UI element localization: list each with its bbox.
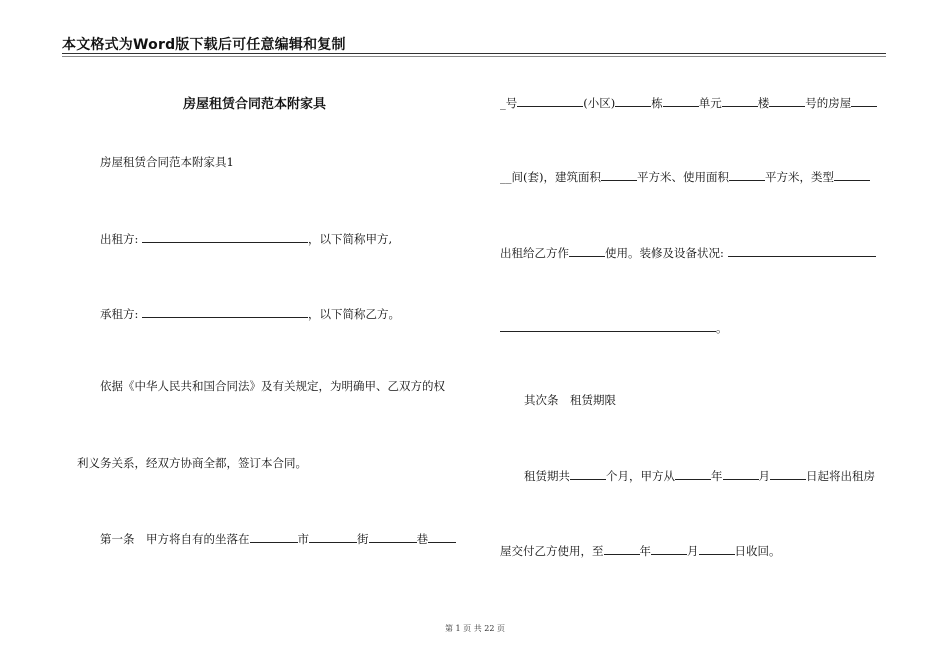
lane-tail-blank <box>428 531 456 543</box>
street-blank <box>309 531 357 543</box>
text-building: 栋 <box>651 96 663 110</box>
blank-start-day <box>770 468 806 480</box>
lessor-label: 出租方: <box>100 232 139 246</box>
lessor-blank <box>142 231 308 243</box>
article1-cont-line-4 <box>500 320 728 335</box>
lessee-suffix: ，以下简称乙方。 <box>308 307 401 321</box>
article1-city: 市 <box>297 532 309 546</box>
blank-building <box>663 95 699 107</box>
article1-street: 街 <box>357 532 369 546</box>
blank-usable-area <box>729 169 765 181</box>
header-rule <box>62 53 886 54</box>
article1-lane: 巷 <box>416 532 428 546</box>
text-end-month: 月 <box>687 544 699 558</box>
blank-unit <box>722 95 758 107</box>
blank-start-month <box>723 468 759 480</box>
text-floor: 楼 <box>757 96 770 110</box>
lessee-line <box>100 306 400 321</box>
text-day-start: 日起将出租房 <box>806 469 875 483</box>
city-blank <box>250 531 298 543</box>
lessor-suffix: ，以下简称甲方, <box>308 232 393 246</box>
text-end-day: 日收回。 <box>734 544 781 558</box>
document-subtitle: 房屋租赁合同范本附家具1 <box>100 155 234 169</box>
text-community: (小区) <box>583 96 616 110</box>
article1-line <box>100 531 456 546</box>
text-type: 平方米，类型 <box>764 170 834 184</box>
lessor-line <box>100 231 392 246</box>
blank-decoration <box>728 245 876 257</box>
text-lease-total: 租赁期共 <box>524 469 570 483</box>
document-title: 房屋租赁合同范本附家具 <box>183 97 327 112</box>
text-deliver-until: 屋交付乙方使用，至 <box>500 544 604 558</box>
lane-blank <box>369 531 417 543</box>
header-rule-thin <box>62 56 886 57</box>
blank-decoration-cont <box>500 320 716 332</box>
article1-prefix: 第一条 甲方将自有的坐落在 <box>100 532 250 546</box>
text-lease-purpose: 出租给乙方作 <box>500 246 569 260</box>
text-period: 。 <box>716 321 728 335</box>
blank-end-month <box>651 543 687 555</box>
text-year: 年 <box>711 469 723 483</box>
text-usable-area: 平方米、使用面积 <box>636 170 729 184</box>
lessee-blank <box>142 306 308 318</box>
blank-number <box>517 95 583 107</box>
text-unit: 单元 <box>698 96 722 110</box>
blank-building-area <box>601 169 637 181</box>
page-number: 第 1 页 共 22 页 <box>445 624 505 633</box>
text-months-from: 个月，甲方从 <box>606 469 675 483</box>
blank-house-tail <box>851 95 877 107</box>
text-rooms-area: __间(套)，建筑面积 <box>500 170 601 184</box>
article1-cont-line-3 <box>500 245 876 260</box>
article2-title: 其次条 租赁期限 <box>524 393 616 407</box>
text-number: _号 <box>500 96 518 110</box>
article1-cont-line-1 <box>500 95 877 110</box>
article2-line-2 <box>500 543 781 558</box>
lessee-label: 承租方: <box>100 307 139 321</box>
document-header: 本文格式为Word版下载后可任意编辑和复制 <box>62 37 346 53</box>
blank-purpose <box>569 245 605 257</box>
text-month: 月 <box>758 469 770 483</box>
blank-end-day <box>699 543 735 555</box>
blank-start-year <box>675 468 711 480</box>
basis-line-1: 依据《中华人民共和国合同法》及有关规定，为明确甲、乙双方的权 <box>100 379 445 393</box>
article2-line-1 <box>524 468 875 483</box>
blank-floor <box>769 95 805 107</box>
blank-type <box>834 169 870 181</box>
text-end-year: 年 <box>639 544 651 558</box>
text-house: 号的房屋 <box>805 96 852 110</box>
blank-community <box>615 95 651 107</box>
article1-cont-line-2 <box>500 169 870 184</box>
basis-line-2: 利义务关系，经双方协商全都，签订本合同。 <box>77 456 307 470</box>
blank-months <box>570 468 606 480</box>
blank-end-year <box>604 543 640 555</box>
text-decoration: 使用。装修及设备状况: <box>605 246 724 260</box>
